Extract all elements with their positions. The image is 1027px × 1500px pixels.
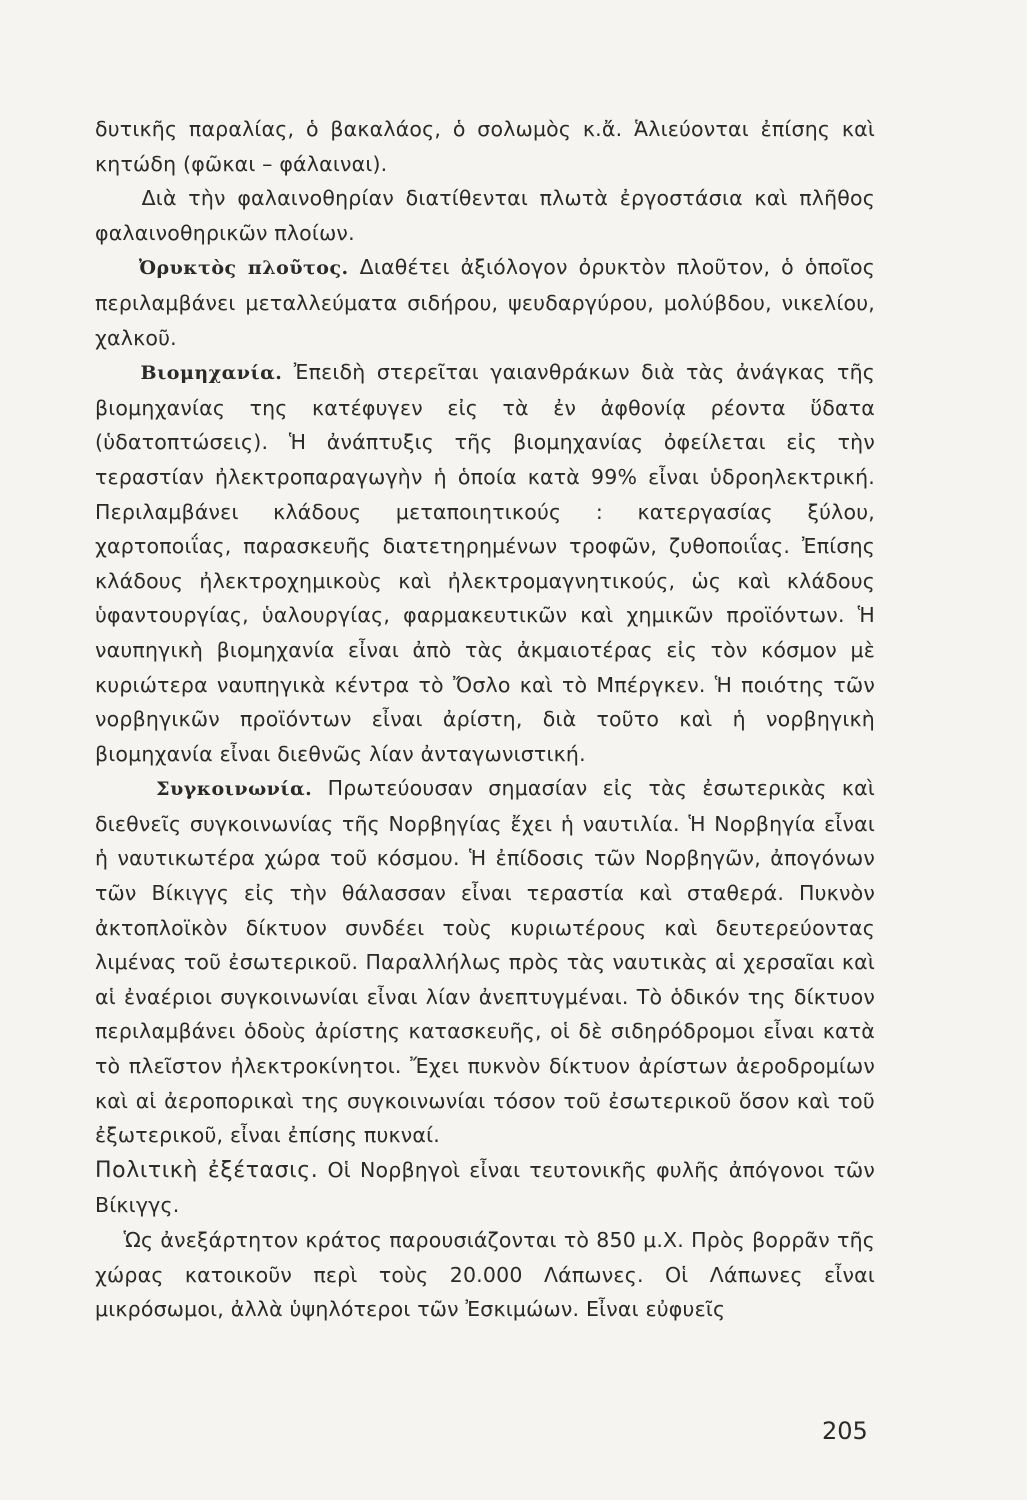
section-heading-industry: Βιομηχανία. — [140, 362, 283, 385]
paragraph-text: Διὰ τὴν φαλαινοθηρίαν διατίθενται πλωτὰ ἐργοστάσια καὶ πλῆθος φαλαινοθηρικῶν πλοίων. — [95, 186, 875, 245]
paragraph-text: Πρωτεύουσαν σημασίαν εἰς τὰς ἐσωτερικὰς καὶ διεθνεῖς συγκοινωνίας τῆς Νορβηγίας ἔχει ἡ ναυτιλία. Ἡ Νορβηγία εἶναι ἡ ναυτικωτέρα χώρα τοῦ κόσμου. Ἡ ἐπίδοσις τῶν Νορβηγῶν, ἀπογόνων τῶν Βίκιγγς εἰς τὴν θάλασσαν εἶναι τεραστία καὶ σταθερά. Πυκνὸν ἀκτοπλοϊκὸν δίκτυον συνδέει τοὺς κυριωτέρους καὶ δευτερεύοντας λιμένας τοῦ ἐσωτερικοῦ. Παραλλήλως πρὸς τὰς ναυτικὰς αἱ χερσαῖαι καὶ αἱ ἐναέριοι συγκοινωνίαι εἶναι λίαν ἀνεπτυγμέναι. Τὸ ὁδικόν της δίκτυον περιλαμβάνει ὁδοὺς ἀρίστης κατασκευῆς, οἱ δὲ σιδηρόδρομοι εἶναι κατὰ τὸ πλεῖστον ἠλεκτροκίνητοι. Ἔχει πυκνὸν δίκτυον ἀρίστων ἀεροδρομίων καὶ αἱ ἀεροπορικαὶ της συγκοινωνίαι τόσον τοῦ ἐσωτερικοῦ ὅσον καὶ τοῦ ἐξωτερικοῦ, εἶναι ἐπίσης πυκναί. — [95, 776, 875, 1148]
page-number: 205 — [822, 1417, 868, 1445]
paragraph-text: Ἐπειδὴ στερεῖται γαιανθράκων διὰ τὰς ἀνάγκας τῆς βιομηχανίας της κατέφυγεν εἰς τὰ ἐν ἀφθονίᾳ ρέοντα ὕδατα (ὑδατοπτώσεις). Ἡ ἀνάπτυξις τῆς βιομηχανίας ὀφείλεται εἰς τὴν τεραστίαν ἠλεκτροπαραγωγὴν ἡ ὁποία κατὰ 99% εἶναι ὑδροηλεκτρική. Περιλαμβάνει κλάδους μεταποιητικούς : κατεργασίας ξύλου, χαρτοποιΐας, παρασκευῆς διατετηρημένων τροφῶν, ζυθοποιΐας. Ἐπίσης κλάδους ἠλεκτροχημικοὺς καὶ ἠλεκτρομαγνητικούς, ὡς καὶ κλάδους ὑφαντουργίας, ὑαλουργίας, φαρμακευτικῶν καὶ χημικῶν προϊόντων. Ἡ ναυπηγικὴ βιομηχανία εἶναι ἀπὸ τὰς ἀκμαιοτέρας εἰς τὸν κόσμον μὲ κυριώτερα ναυπηγικὰ κέντρα τὸ Ὄσλο καὶ τὸ Μπέργκεν. Ἡ ποιότης τῶν νορβηγικῶν προϊόντων εἶναι ἀρίστη, διὰ τοῦτο καὶ ἡ νορβηγικὴ βιομηχανία εἶναι διεθνῶς λίαν ἀνταγωνιστική. — [95, 360, 875, 766]
paragraph-independence — [95, 1223, 875, 1327]
paragraph-fisheries-end — [95, 112, 875, 181]
paragraph-text: Οἱ Νορβηγοὶ εἶναι τευτονικῆς φυλῆς ἀπόγονοι τῶν Βίκιγγς. — [95, 1157, 875, 1218]
paragraph-communication — [95, 771, 875, 1153]
body-text — [95, 112, 875, 1327]
section-heading-communication: Συγκοινωνία. — [156, 778, 313, 801]
paragraph-text: δυτικῆς παραλίας, ὁ βακαλάος, ὁ σολωμὸς κ.ἄ. Ἁλιεύονται ἐπίσης καὶ κητώδη (φῶκαι – φάλαιναι). — [95, 117, 875, 176]
paragraph-text: Ὡς ἀνεξάρτητον κράτος παρουσιάζονται τὸ 850 μ.Χ. Πρὸς βορρᾶν τῆς χώρας κατοικοῦν περὶ τοὺς 20.000 Λάπωνες. Οἱ Λάπωνες εἶναι μικρόσωμοι, ἀλλὰ ὑψηλότεροι τῶν Ἐσκιμώων. Εἶναι εὐφυεῖς — [95, 1228, 875, 1322]
paragraph-text: Διαθέτει ἀξιόλογον ὀρυκτὸν πλοῦτον, ὁ ὁποῖος περιλαμβάνει μεταλλεύματα σιδήρου, ψευδαργύρου, μολύβδου, νικελίου, χαλκοῦ. — [95, 255, 875, 350]
paragraph-mineral-wealth — [95, 250, 875, 355]
paragraph-political — [95, 1153, 875, 1223]
section-heading-political: Πολιτικὴ ἐξέτασις. — [95, 1157, 319, 1183]
section-heading-minerals: Ὀρυκτὸς πλοῦτος. — [138, 257, 349, 280]
paragraph-industry — [95, 355, 875, 771]
paragraph-whaling — [95, 181, 875, 250]
